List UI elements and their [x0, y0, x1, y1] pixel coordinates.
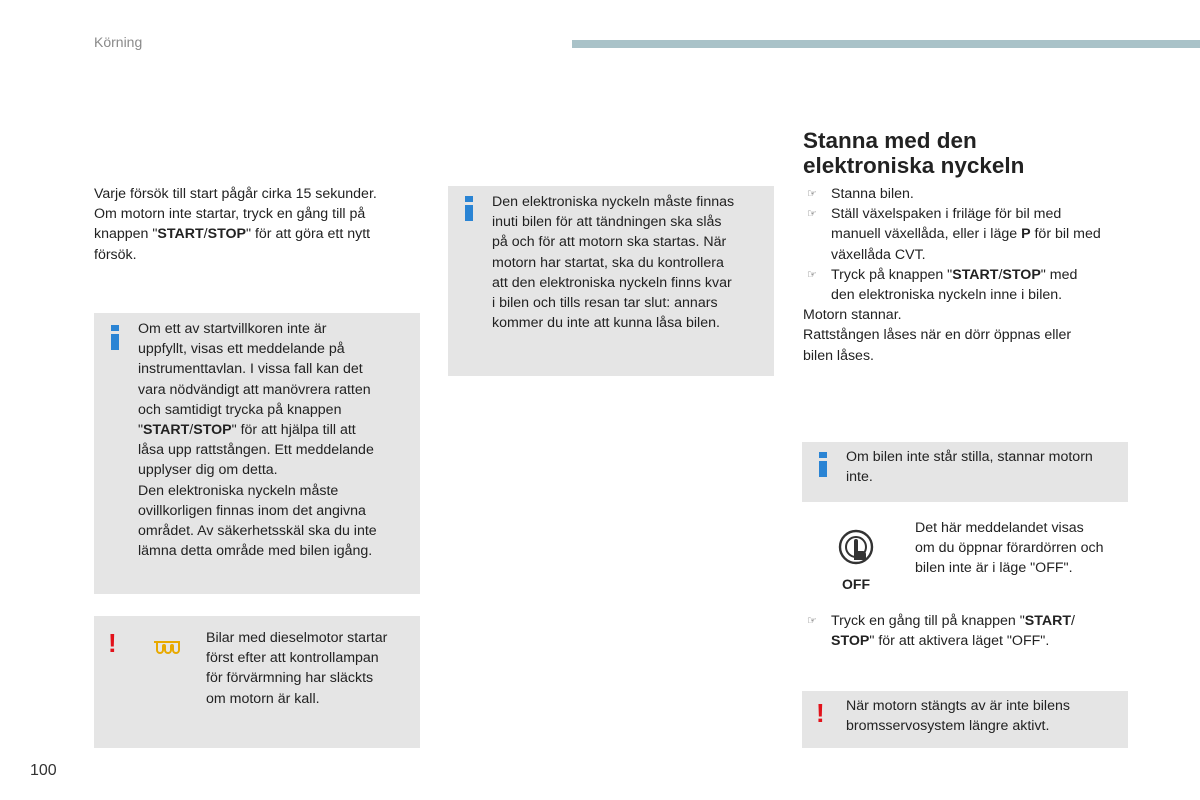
off-label: OFF: [842, 576, 870, 592]
warning-box-diesel: [94, 616, 420, 748]
intro-line: försök.: [94, 246, 137, 263]
intro-line: Varje försök till start pågår cirka 15 sekunder.: [94, 186, 377, 202]
key-off-icon: [834, 527, 878, 591]
intro-line: knappen "START/STOP" för att göra ett nytt: [94, 226, 371, 243]
info-box-text: Den elektroniska nyckeln måste finnas inuti bilen för att tändningen ska slås på och för att motorn ska startas. När motorn har startat, ska du kontrollera att den elektroniska nyckeln finns kvar i bilen och tills resan tar slut: annars kommer du inte att kunna låsa bilen.: [492, 194, 735, 332]
bullet-item: ☞ Ställ växelspaken i friläge för bil med manuell växellåda, eller i läge P för bil med växellåda CVT.: [807, 206, 1101, 263]
warning-box-text: När motorn stängts av är inte bilens bromsservosystem längre aktivt.: [846, 698, 1070, 735]
section-title: Körning: [94, 34, 143, 50]
stop-instructions: [803, 184, 1133, 366]
info-box-not-stationary: [802, 442, 1128, 502]
info-box-text: Om ett av startvillkoren inte är uppfyllt, visas ett meddelande på instrumenttavlan. I vissa fall kan det vara nödvändigt att manövrera ratten och samtidigt trycka på knappen "START/STOP" för att hjälpa till att låsa upp rattstången. Ett meddelande upplyser dig om detta. Den elektroniska nyckeln måste ovillkorligen finnas inom det angivna området. Av säkerhetsskäl ska du inte lämna detta område med bilen igång.: [138, 321, 377, 560]
header-bar: [572, 40, 1200, 48]
pointing-hand-icon: ☞: [807, 188, 817, 200]
paragraph: Motorn stannar.: [803, 307, 902, 324]
paragraph: bilen låses.: [803, 347, 874, 364]
intro-line: Om motorn inte startar, tryck en gång till på: [94, 206, 366, 223]
off-message-text: Det här meddelandet visas om du öppnar förardörren och bilen inte är i läge "OFF".: [915, 520, 1104, 577]
exclamation-icon: !: [108, 628, 117, 658]
activate-off-instruction: [803, 611, 1133, 651]
info-box-electronic-key: [448, 186, 774, 376]
exclamation-icon: !: [816, 698, 825, 728]
info-icon: [111, 325, 119, 350]
glow-plug-icon: [152, 638, 182, 658]
pointing-hand-icon: ☞: [807, 268, 817, 281]
pointing-hand-icon: ☞: [807, 615, 817, 627]
page-number: 100: [30, 762, 57, 779]
section-heading: Stanna med den elektroniska nyckeln: [803, 128, 1025, 178]
info-icon: [819, 452, 827, 477]
info-box-start-conditions: [94, 313, 420, 594]
hand-on-button-icon: [834, 527, 878, 573]
bullet-item: ☞ Tryck på knappen "START/STOP" med den elektroniska nyckeln inne i bilen.: [807, 266, 1078, 304]
info-box-text: Om bilen inte står stilla, stannar motorn inte.: [846, 449, 1093, 486]
warning-box-text: Bilar med dieselmotor startar först efter att kontrollampan för förvärmning har släckts om motorn är kall.: [206, 630, 388, 707]
intro-paragraph: [94, 184, 424, 265]
bullet-item: ☞ Tryck en gång till på knappen "START/ STOP" för att aktivera läget "OFF".: [807, 613, 1075, 650]
warning-box-brake-servo: [802, 691, 1128, 748]
bullet-item: ☞ Stanna bilen.: [803, 184, 1133, 204]
paragraph: Rattstången låses när en dörr öppnas eller: [803, 327, 1072, 344]
info-icon: [465, 196, 473, 221]
pointing-hand-icon: ☞: [807, 208, 817, 221]
